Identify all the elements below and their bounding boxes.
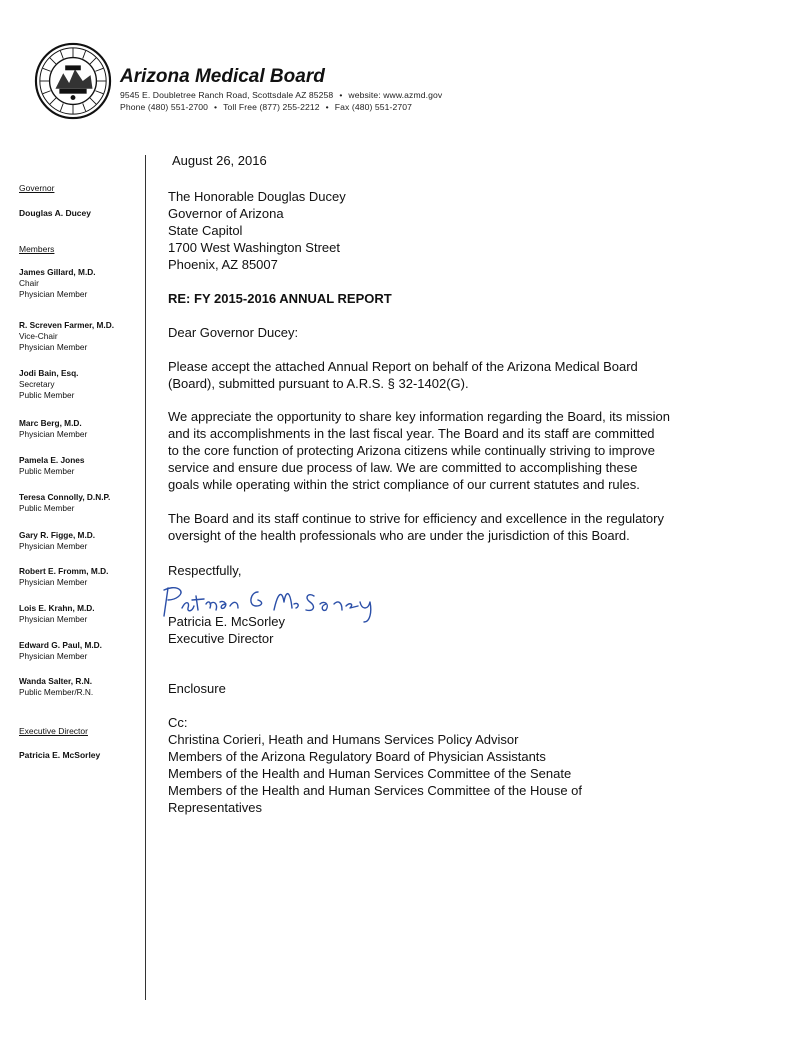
member-name: Wanda Salter, R.N. <box>19 676 92 686</box>
member-role: Public Member/R.N. <box>19 687 94 697</box>
paragraph-line: We appreciate the opportunity to share key information regarding the Board, its mission <box>168 409 670 424</box>
member-role: Public Member <box>19 503 75 513</box>
cc-recipient: Christina Corieri, Heath and Humans Services Policy Advisor <box>168 732 519 747</box>
member-role: Physician Member <box>19 342 88 352</box>
member-entry <box>19 267 96 300</box>
member-name: Jodi Bain, Esq. <box>19 368 79 378</box>
paragraph <box>168 408 670 493</box>
members-heading: Members <box>19 244 55 254</box>
member-role: Physician Member <box>19 614 88 624</box>
bullet-separator: • <box>339 90 343 100</box>
paragraph-line: to the core function of protecting Arizona citizens while continually striving to improve <box>168 443 656 458</box>
cc-recipient: Members of the Health and Human Services Committee of the Senate <box>168 766 572 781</box>
member-entry <box>19 566 108 588</box>
governor-heading: Governor <box>19 183 55 193</box>
vertical-divider <box>145 155 146 1000</box>
toll-free-number: Toll Free (877) 255-2212 <box>223 102 320 112</box>
member-entry <box>19 530 95 552</box>
member-entry <box>19 676 93 698</box>
bullet-separator: • <box>214 102 218 112</box>
street-address: 9545 E. Doubletree Ranch Road, Scottsdale AZ 85258 <box>120 90 334 100</box>
paragraph-line: goals while operating within the strict compliance of our current statutes and rules. <box>168 477 640 492</box>
paragraph-line: Please accept the attached Annual Report on behalf of the Arizona Medical Board <box>168 359 638 374</box>
paragraph <box>168 358 638 392</box>
member-role: Vice-Chair <box>19 331 58 341</box>
salutation: Dear Governor Ducey: <box>168 325 299 340</box>
cc-recipient: Members of the Health and Human Services Committee of the House of <box>168 783 583 798</box>
recipient-line: State Capitol <box>168 223 243 238</box>
paragraph-line: The Board and its staff continue to strive for efficiency and excellence in the regulatory <box>168 511 664 526</box>
member-entry <box>19 603 95 625</box>
member-entry <box>19 320 114 353</box>
website-text: website: www.azmd.gov <box>348 90 443 100</box>
cc-recipient: Members of the Arizona Regulatory Board of Physician Assistants <box>168 749 546 764</box>
member-entry <box>19 455 85 477</box>
cc-recipient: Representatives <box>168 800 262 815</box>
member-name: Marc Berg, M.D. <box>19 418 82 428</box>
signer-name: Patricia E. McSorley <box>168 614 286 629</box>
member-entry <box>19 492 110 514</box>
cc-block <box>168 714 582 816</box>
enclosure-note: Enclosure <box>168 681 226 696</box>
fax-number: Fax (480) 551-2707 <box>334 102 413 112</box>
member-role: Public Member <box>19 390 75 400</box>
recipient-line: Governor of Arizona <box>168 206 284 221</box>
member-entry <box>19 640 102 662</box>
organization-name: Arizona Medical Board <box>120 66 325 87</box>
subject-line: RE: FY 2015-2016 ANNUAL REPORT <box>168 291 392 306</box>
member-name: Lois E. Krahn, M.D. <box>19 603 95 613</box>
bullet-separator: • <box>325 102 329 112</box>
letter-date: August 26, 2016 <box>172 153 267 168</box>
member-role: Physician Member <box>19 289 88 299</box>
governor-name: Douglas A. Ducey <box>19 208 91 218</box>
member-name: James Gillard, M.D. <box>19 267 96 277</box>
recipient-line: Phoenix, AZ 85007 <box>168 257 278 272</box>
recipient-line: 1700 West Washington Street <box>168 240 340 255</box>
paragraph-line: service and ensure due process of law. We are committed to accomplishing these <box>168 460 638 475</box>
closing: Respectfully, <box>168 563 242 578</box>
member-role: Physician Member <box>19 577 88 587</box>
signer-block <box>168 613 285 647</box>
member-entry <box>19 418 87 440</box>
member-name: Robert E. Fromm, M.D. <box>19 566 109 576</box>
state-seal-logo <box>34 42 112 120</box>
phone-number: Phone (480) 551-2700 <box>120 102 209 112</box>
member-name: Edward G. Paul, M.D. <box>19 640 102 650</box>
member-role: Physician Member <box>19 541 88 551</box>
member-name: R. Screven Farmer, M.D. <box>19 320 114 330</box>
paragraph-line: (Board), submitted pursuant to A.R.S. § 32-1402(G). <box>168 376 469 391</box>
address-line <box>120 90 442 100</box>
cc-label: Cc: <box>168 715 188 730</box>
signer-title: Executive Director <box>168 631 274 646</box>
member-name: Teresa Connolly, D.N.P. <box>19 492 111 502</box>
recipient-address <box>168 188 346 273</box>
member-role: Physician Member <box>19 651 88 661</box>
member-role: Physician Member <box>19 429 88 439</box>
member-entry <box>19 368 78 401</box>
paragraph-line: oversight of the health professionals who are under the jurisdiction of this Board. <box>168 528 630 543</box>
executive-director-name: Patricia E. McSorley <box>19 750 101 760</box>
member-name: Gary R. Figge, M.D. <box>19 530 96 540</box>
member-role: Public Member <box>19 466 75 476</box>
executive-director-heading: Executive Director <box>19 726 88 736</box>
paragraph-line: and its accomplishments in the last fiscal year. The Board and its staff are committed <box>168 426 655 441</box>
member-role: Secretary <box>19 379 55 389</box>
member-name: Pamela E. Jones <box>19 455 85 465</box>
paragraph <box>168 510 664 544</box>
contact-line <box>120 102 412 112</box>
recipient-line: The Honorable Douglas Ducey <box>168 189 346 204</box>
member-role: Chair <box>19 278 39 288</box>
